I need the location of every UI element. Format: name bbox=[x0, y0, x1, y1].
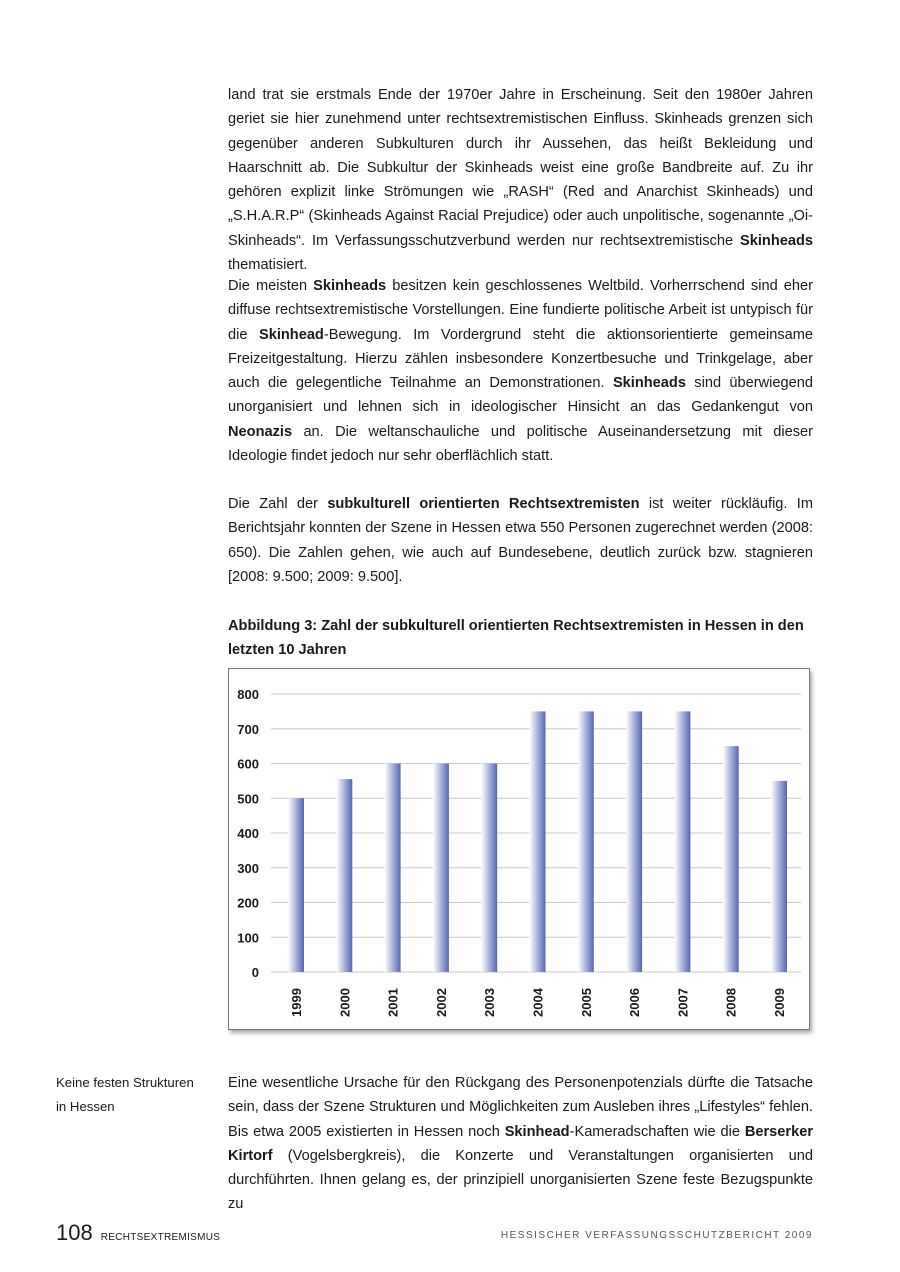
x-tick-label: 2005 bbox=[578, 988, 594, 1017]
x-tick-label: 2007 bbox=[675, 988, 691, 1017]
footer-report-title: HESSISCHER VERFASSUNGSSCHUTZBERICHT 2009 bbox=[500, 1230, 813, 1241]
bar-2003 bbox=[481, 764, 497, 973]
paragraph-no-structures: Eine wesentliche Ursache für den Rückgang des Personenpotenzials dürfte die Tatsache sein, dass der Szene Strukturen und Möglichkeiten zum Ausleben ihres „Lifestyles“ fehlen. Bis etwa 2005 existierten in Hessen noch Skinhead-Kameradschaften wie die Berserker Kirtorf (Vogelsbergkreis), die Konzerte und Veranstaltungen organisierten und durchführten. Ihnen gelang es, der prinzipiell unorganisierten Szene feste Bezugspunkte zu bbox=[228, 1075, 814, 1213]
y-tick-label: 0 bbox=[251, 965, 259, 980]
x-tick-label: 2002 bbox=[433, 988, 449, 1017]
paragraph-skinhead-history: land trat sie erstmals Ende der 1970er Jahre in Erscheinung. Seit den 1980er Jahren geriet sie hier zunehmend unter rechtsextremistischen Einfluss. Skinheads grenzen sich gegenüber anderen Subkulturen durch ihr Aussehen, das heißt Bekleidung und Haarschnitt ab. Die Subkultur der Skinheads weist eine große Bandbreite auf. Zu ihr gehören explizit linke Strömungen wie „RASH“ (Red and Anarchist Skinheads) und „S.H.A.R.P“ (Skinheads Against Racial Prejudice) oder auch unpolitische, sogenannte „Oi-Skinheads“. Im Verfassungsschutzverbund werden nur rechtsextremistische Skinheads thematisiert. bbox=[228, 87, 813, 274]
bar-2002 bbox=[433, 764, 449, 973]
x-tick-label: 2006 bbox=[627, 988, 643, 1017]
footer-section: RECHTSEXTREMISMUS bbox=[100, 1232, 221, 1243]
x-tick-label: 2001 bbox=[385, 988, 401, 1017]
figure-caption: Abbildung 3: Zahl der subkulturell orientierten Rechtsextremisten in Hessen in den letzten 10 Jahren bbox=[228, 618, 804, 659]
bar-1999 bbox=[288, 798, 304, 972]
paragraph-numbers: Die Zahl der subkulturell orientierten Rechtsextremisten ist weiter rückläufig. Im Berichtsjahr konnten der Szene in Hessen etwa 550 Personen zugerechnet werden (2008: 650). Die Zahlen gehen, wie auch auf Bundesebene, deutlich zurück bzw. stagnieren [2008: 9.500; 2009: 9.500]. bbox=[228, 496, 814, 585]
bar-chart bbox=[228, 668, 810, 1030]
bar-2005 bbox=[578, 711, 594, 972]
x-tick-label: 2004 bbox=[530, 988, 546, 1017]
x-tick-label: 2003 bbox=[482, 988, 498, 1017]
margin-note-line-2: in Hessen bbox=[56, 1099, 115, 1115]
margin-note-line-1: Keine festen Strukturen bbox=[56, 1075, 194, 1090]
bar-2000 bbox=[336, 779, 352, 972]
footer-left bbox=[56, 1220, 220, 1250]
margin-note bbox=[56, 1071, 216, 1120]
bar-2001 bbox=[385, 764, 401, 973]
x-tick-label: 2000 bbox=[337, 988, 353, 1017]
y-tick-label: 400 bbox=[237, 826, 259, 841]
y-tick-label: 200 bbox=[237, 895, 259, 911]
bar-2004 bbox=[530, 711, 546, 972]
bar-2008 bbox=[723, 746, 739, 972]
y-tick-label: 800 bbox=[237, 687, 259, 702]
x-tick-label: 2009 bbox=[772, 988, 787, 1017]
y-tick-label: 600 bbox=[237, 756, 259, 772]
x-tick-label: 2008 bbox=[723, 988, 739, 1017]
y-tick-label: 300 bbox=[237, 860, 259, 876]
y-tick-label: 100 bbox=[237, 930, 259, 946]
y-tick-label: 500 bbox=[237, 791, 259, 807]
chart-svg bbox=[229, 669, 809, 1029]
bar-2009 bbox=[771, 781, 787, 972]
page-number: 108 bbox=[56, 1220, 93, 1245]
x-tick-label: 1999 bbox=[289, 988, 304, 1017]
bar-2007 bbox=[674, 711, 690, 972]
y-tick-label: 700 bbox=[237, 721, 259, 737]
bar-2006 bbox=[626, 711, 642, 972]
paragraph-skinhead-worldview: Die meisten Skinheads besitzen kein geschlossenes Weltbild. Vorherrschend sind eher diffuse rechtsextremistische Vorstellungen. Eine fundierte politische Arbeit ist untypisch für die Skinhead-Bewegung. Im Vordergrund steht die aktionsorientierte gemeinsame Freizeitgestaltung. Hierzu zählen insbesondere Konzertbesuche und Trinkgelage, aber auch die gelegentliche Teilnahme an Demonstrationen. Skinheads sind überwiegend unorganisiert und lehnen sich in ideologischer Hinsicht an das Gedankengut von Neonazis an. Die weltanschauliche und politische Auseinandersetzung mit dieser Ideologie findet jedoch nur sehr oberflächlich statt. bbox=[228, 278, 814, 465]
